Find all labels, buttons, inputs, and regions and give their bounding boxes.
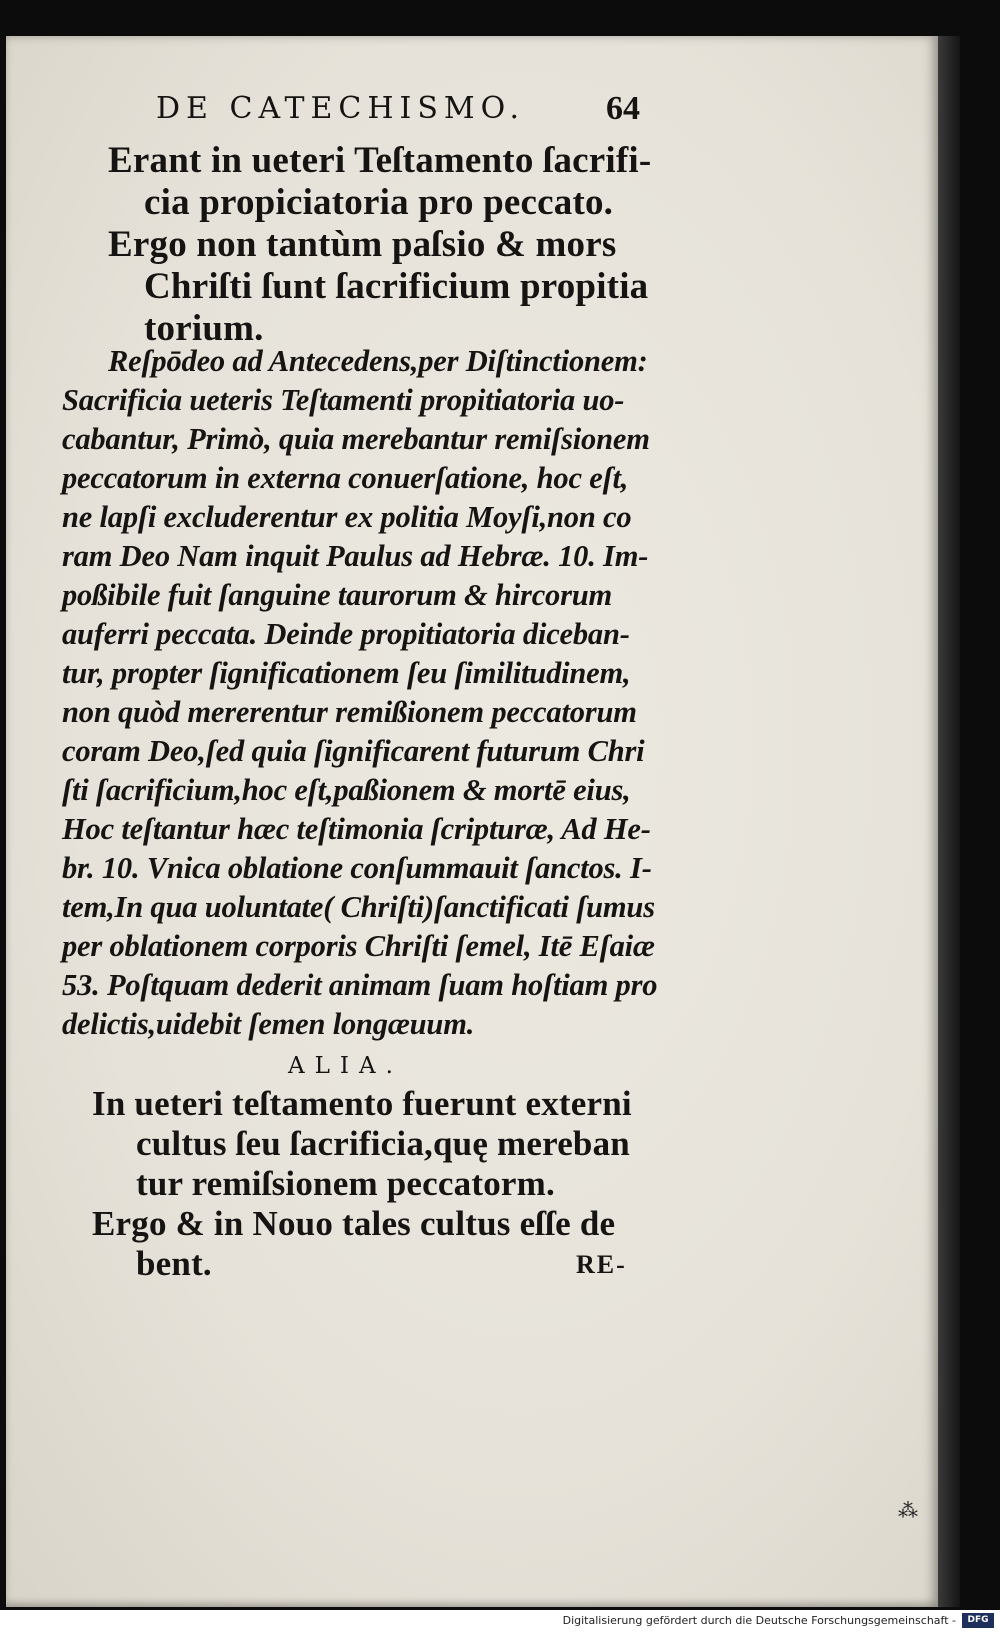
response-line: ne lapſi excluderentur ex politia Moyſi,non co [62, 500, 632, 534]
response-line: tur, propter ſignificationem ſeu ſimilitudinem, [62, 656, 631, 690]
argument-1-line: Erant in ueteri Teſtamento ſacrifi- [108, 140, 652, 181]
argument-2-line: tur remiſsionem peccatorm. [136, 1164, 555, 1203]
response-line: Reſpōdeo ad Antecedens,per Diſtinctionem: [108, 344, 648, 378]
response-line: ſti ſacrificium,hoc eſt,paßionem & mortē eius, [62, 773, 631, 807]
dfg-logo: DFG [962, 1613, 994, 1628]
response-line: Hoc teſtantur hæc teſtimonia ſcripturæ, Ad He- [62, 812, 651, 846]
response-line: ram Deo Nam inquit Paulus ad Hebræ. 10. Im- [62, 539, 649, 573]
response-line: poßibile fuit ſanguine taurorum & hircorum [62, 578, 613, 612]
argument-1-line: Chriſti ſunt ſacrificium propitia [144, 266, 649, 307]
response-line: per oblationem corporis Chriſti ſemel, Itē Eſaiæ [62, 929, 655, 963]
argument-2-line: cultus ſeu ſacrificia,quę mereban [136, 1124, 630, 1163]
page-edge-shadow [938, 36, 960, 1607]
response-line: non quòd mererentur remißionem peccatorum [62, 695, 637, 729]
corner-mark: ⁂ [898, 1498, 918, 1522]
argument-1-line: Ergo non tantùm paſsio & mors [108, 224, 617, 265]
response-line: 53. Poſtquam dederit animam ſuam hoſtiam pro [62, 968, 658, 1002]
argument-2-line: bent. [136, 1244, 212, 1283]
argument-2-line: In ueteri teſtamento fuerunt externi [92, 1084, 632, 1123]
catchword: RE- [576, 1250, 627, 1279]
footer-bar [0, 1610, 1000, 1634]
response-line: cabantur, Primò, quia merebantur remiſsionem [62, 422, 650, 456]
argument-2-line: Ergo & in Nouo tales cultus eſſe de [92, 1204, 616, 1243]
running-title: DE CATECHISMO. [156, 91, 525, 126]
book-page [6, 36, 938, 1607]
page-number: 64 [606, 90, 640, 127]
section-subheading: ALIA. [288, 1053, 403, 1079]
argument-1-line: torium. [144, 308, 264, 349]
response-line: delictis,uidebit ſemen longæuum. [62, 1007, 475, 1041]
response-line: peccatorum in externa conuerſatione, hoc eſt, [62, 461, 629, 495]
response-line: auferri peccata. Deinde propitiatoria diceban- [62, 617, 630, 651]
response-line: Sacrificia ueteris Teſtamenti propitiatoria uo- [62, 383, 625, 417]
footer-credit: Digitalisierung gefördert durch die Deutsche Forschungsgemeinschaft - [562, 1614, 956, 1627]
response-line: tem,In qua uoluntate( Chriſti)ſanctificati ſumus [62, 890, 655, 924]
response-line: br. 10. Vnica oblatione conſummauit ſanctos. I- [62, 851, 652, 885]
response-line: coram Deo,ſed quia ſignificarent futurum Chri [62, 734, 645, 768]
argument-1-line: cia propiciatoria pro peccato. [144, 182, 614, 223]
